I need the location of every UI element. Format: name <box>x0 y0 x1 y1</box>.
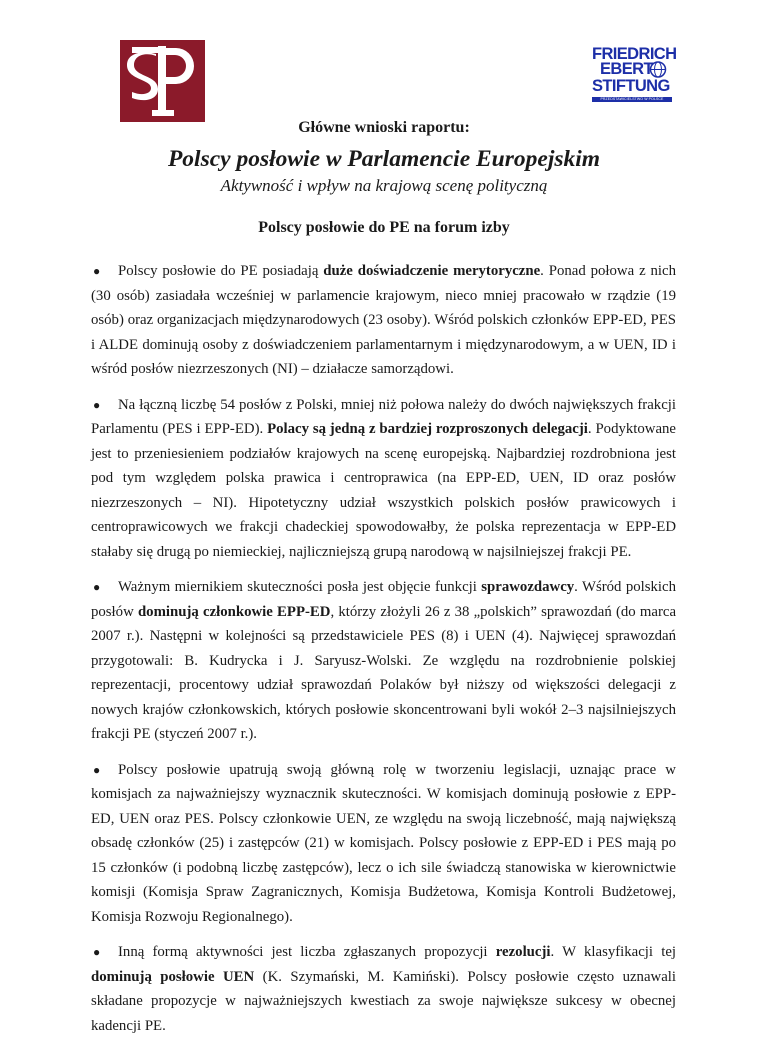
bullet-icon: ● <box>93 762 101 777</box>
report-kicker: Główne wnioski raportu: <box>298 119 470 136</box>
bullet-icon: ● <box>93 945 101 959</box>
fes-logo-line-3: STIFTUNG <box>592 77 670 95</box>
report-subtitle: Aktywność i wpływ na krajową scenę polityczną <box>220 176 548 195</box>
bullet-icon: ● <box>93 264 101 278</box>
fes-logo <box>592 45 677 102</box>
finding-item: ● Inną formą aktywności jest liczba zgłaszanych propozycji rezolucji. W klasyfikacji tej dominują posłowie UEN (K. Szymański, M. Kamiński). Polscy posłowie często uznawali składane propozycje w najważniejszych kwestiach za swoje największe sukcesy w obecnej kadencji PE. <box>91 940 676 1038</box>
fes-logo-line-2: EBERT <box>600 60 653 78</box>
bullet-icon: ● <box>93 397 101 412</box>
finding-item: ● Polscy posłowie upatrują swoją główną rolę w tworzeniu legislacji, uznając prace w komisjach za najważniejszy wyznacznik skuteczności. W komisjach dominują posłowie z EPP-ED, UEN oraz PES. Polscy członkowie UEN, ze względu na swoją liczebność, mają największą obsadę członków (25) i zastępców (21) w komisjach. Polscy posłowie z EPP-ED i PES mają po 15 członków (i podobną liczbę zastępców), lecz o ich sile świadczą stanowiska w kierownictwie komisji (Komisja Spraw Zagranicznych, Komisja Budżetowa, Komisja Kontroli Budżetowej, Komisja Rozwoju Regionalnego). <box>91 758 676 930</box>
bullet-icon: ● <box>93 580 101 594</box>
finding-item: ● Ważnym miernikiem skuteczności posła jest objęcie funkcji sprawozdawcy. Wśród polskich posłów dominują członkowie EPP-ED, którzy złożyli 26 z 38 „polskich” sprawozdań (do marca 2007 r.). Następni w kolejności są przedstawiciele PES (8) i UEN (4). Najwięcej sprawozdań przygotowali: B. Kudrycka i J. Saryusz-Wolski. Ze względu na rozdrobnienie polskiej reprezentacji, procentowy udział sprawozdań Polaków był niższy od większości delegacji z nowych krajów członkowskich, których posłowie skoncentrowani byli wokół 2–3 najsilniejszych frakcji PE (styczeń 2007 r.). <box>91 575 676 747</box>
report-title: Polscy posłowie w Parlamencie Europejskim <box>167 146 601 172</box>
fes-logo-line-1: FRIEDRICH <box>592 45 677 63</box>
finding-item: ● Na łączną liczbę 54 posłów z Polski, mniej niż połowa należy do dwóch największych frakcji Parlamentu (PES i EPP-ED). Polacy są jedną z bardziej rozproszonych delegacji. Podyktowane jest to przeniesieniem podziałów krajowych na scenę europejską. Najbardziej rozdrobniona jest pod tym względem polska prawica i centroprawica (na EPP-ED, UEN, ID oraz posłów niezrzeszonych – NI). Hipotetyczny udział wszystkich polskich posłów prawicowych i centroprawicowych we frakcji chadeckiej spowodowałby, że polska reprezentacja w EPP-ED stałaby się drugą po niemieckiej, najliczniejszą grupą narodową w najsilniejszej frakcji PE. <box>91 393 676 565</box>
isp-logo <box>120 40 205 122</box>
fes-globe-icon <box>646 61 670 78</box>
findings-list <box>91 259 676 1049</box>
section-heading: Polscy posłowie do PE na forum izby <box>258 219 510 236</box>
fes-logo-subline: PRZEDSTAWICIELSTWO W POLSCE <box>592 97 672 102</box>
finding-item: ● Polscy posłowie do PE posiadają duże doświadczenie merytoryczne. Ponad połowa z nich (30 osób) zasiadała wcześniej w parlamencie krajowym, nieco mniej pracowało w rządzie (19 osób) oraz organizacjach międzynarodowych (23 osoby). Wśród polskich członków EPP-ED, PES i ALDE dominują osoby z doświadczeniem parlamentarnym i międzynarodowym, a w UEN, ID i wśród posłów niezrzeszonych (NI) – działacze samorządowi. <box>91 259 676 382</box>
